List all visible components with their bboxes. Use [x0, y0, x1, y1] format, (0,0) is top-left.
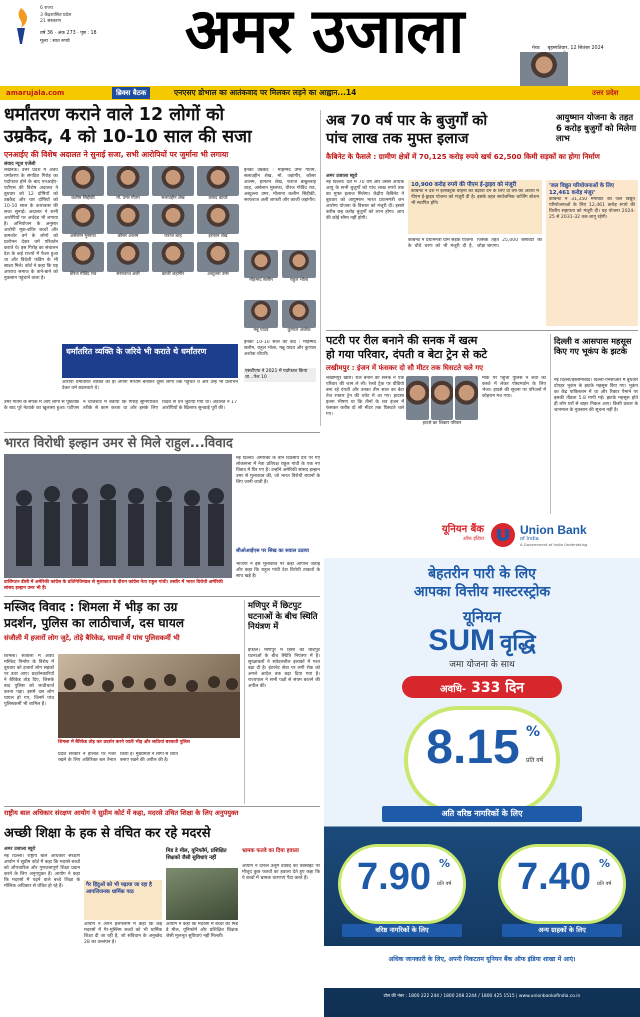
lead-body: लखनऊ। उत्तर प्रदेश में अवैध धर्मांतरण के संगठित गिरोह का पर्दाफाश होने के बाद एनआईए-एटीएस की विशेष अदालत ने बुधवार को 12 दोषियों को उम्रकैद और चार दोषियों को 10-10 साल के कारावास की सजा सुनाई। अदालत ने सभी आरोपियों पर अर्थदंड भी लगाया है। अभियोजन के अनुसार आरोपी मूक-बधिर बच्चों और कमजोर वर्ग के लोगों को प्रलोभन देकर धर्म परिवर्तन कराते थे। इस गिरोह का संचालन देश के कई राज्यों में फैला हुआ था और विदेशी फंडिंग के भी साक्ष्य मिले। कोर्ट ने कहा कि यह अपराध समाज के ताने-बाने को नुकसान पहुंचाने वाला है। — [4, 168, 58, 281]
column-rule — [320, 110, 321, 426]
health-headline[interactable] — [326, 112, 556, 148]
railway-body: लखीमपुर खीरी। रील बनाने की सनक ने एक परिवार की जान ले ली। रेलवे ट्रैक पर वीडियो बना रहे दंपती और उनका तीन साल का बेटा तेज रफ्तार ट्रेन की चपेट में आ गए। हादसा इतना भीषण था कि तीनों के शव इंजन में फंसकर करीब दो सौ मीटर तक घिसटते चले गए। — [326, 376, 404, 417]
accused-name: सलाउद्दीन शेख — [161, 196, 185, 201]
madrasa-col-title: भ्रामक फतवे का दिया हवाला — [242, 848, 299, 854]
brief-text[interactable]: एनएसए डोभाल का आतंकवाद पर मिलकर लड़ने का आह्वान...14 — [174, 88, 357, 97]
tenure-label: अवधि- — [439, 684, 467, 695]
side-ref[interactable]: एसटीएफ ने 2021 में पर्दाफाश किया था...पेज 10 — [244, 368, 316, 382]
date: बृहस्पतिवार, 12 सितंबर 2024 — [547, 46, 604, 51]
site-url[interactable]: amarujala.com — [6, 89, 65, 97]
divider — [4, 596, 320, 597]
delegation-silhouettes-icon — [4, 454, 232, 578]
madrasa-photo — [166, 868, 238, 920]
madrasa-byline: अमर उजाला ब्यूरो — [4, 847, 36, 852]
convict-name: कुणाल अशोक — [287, 328, 311, 333]
accused-photo — [152, 166, 194, 196]
madrasa-photo-title: मिड डे मील, यूनिफॉर्म, प्रशिक्षित शिक्षकों जैसी सुविधाएं नहीं — [166, 848, 227, 861]
edition-reach — [40, 6, 100, 26]
rahul-subhead: सीओआईएस पर सिख का सवाल उठाया — [236, 548, 309, 554]
manipur-body: इंफाल। मणिपुर में हिंसा की छिटपुट घटनाओं के बीच स्थिति नियंत्रण में है। सुरक्षाबलों ने संवेदनशील इलाकों में गश्त बढ़ा दी है। इंटरनेट सेवा पर लगी रोक को अगले आदेश तक बढ़ा दिया गया है। राज्यपाल ने सभी पक्षों से संयम बरतने की अपील की। — [248, 648, 320, 689]
accused-name: धीरज गोविंद राव — [69, 272, 97, 277]
general-rate-per-year: प्रति वर्ष — [597, 881, 612, 887]
accused-name: कौसर आलम — [117, 234, 139, 239]
accused-name: प्रसाद कांवरे — [208, 196, 228, 201]
senior-rate: 7.90 — [357, 856, 431, 898]
torch-logo-icon — [8, 6, 34, 46]
headline-line: हो गया परिवार, दंपती व बेटा ट्रेन से कटे — [326, 348, 488, 361]
senior-rate-pct: % — [439, 857, 451, 870]
headline-line: पटरी पर रील बनाने की सनक में खत्म — [326, 334, 478, 347]
ad-footer-text: अधिक जानकारी के लिए, अपनी निकटतम यूनियन बैंक ऑफ इंडिया शाखा में आएं। — [388, 956, 576, 963]
issue-number: वर्ष 36 · अंक 273 · पृष्ठ : 18 — [40, 31, 97, 36]
main-rate: 8.15 — [426, 721, 520, 774]
masthead — [0, 0, 640, 97]
ten-year-list: इनको 10-10 साल की कैद : मोहम्मद सलीम, राहुल भोला, मन्नू यादव और कुणाल अशोक चौधरी। — [244, 340, 316, 357]
bank-name-hindi-2: ऑफ इंडिया — [462, 536, 484, 542]
accused-name: मो. उमर गौतम — [116, 196, 140, 201]
product-name-1: यूनियन — [463, 608, 501, 626]
senior-rate-per-year: प्रति वर्ष — [437, 881, 452, 887]
divider — [326, 330, 638, 331]
ev-box-text: कैबिनेट ने देश में इलेक्ट्रिक वाहनों को बढ़ावा देने के लिए दो वर्ष की अवधि में पीएम ई-ड्राइव योजना को मंजूरी दी है। इसके तहत सार्वजनिक चार्जिंग स्टेशन भी स्थापित होंगे। — [411, 189, 539, 206]
shimla-body: शिमला। संजौली में अवैध मस्जिद निर्माण के विरोध में बुधवार को हजारों लोग सड़कों पर उतर आए। प्रदर्शनकारियों ने बैरिकेड तोड़ दिए, जिसके बाद पुलिस को लाठीचार्ज करना पड़ा। इसमें दस लोग घायल हो गए, जिनमें पांच पुलिसकर्मी भी शामिल हैं। — [4, 654, 54, 707]
victim-photo — [431, 376, 454, 420]
lead-byline: संवाद न्यूज एजेंसी — [4, 162, 36, 167]
ev-box — [408, 180, 542, 234]
main-rate-label: अति वरिष्ठ नागरिकों के लिए — [382, 806, 582, 822]
column-rule — [244, 600, 245, 804]
headline-line: प्रदर्शन, पुलिस का लाठीचार्ज, दस घायल — [4, 615, 185, 630]
accused-photo — [197, 242, 239, 272]
reach-line: 21 संस्करण — [40, 19, 61, 24]
brief-label: ब्रिक्स बैठक — [112, 87, 150, 99]
scheme-label: जमा योजना के साथ — [449, 660, 515, 670]
price: मूल्य : सात रुपये — [40, 39, 70, 44]
bank-name-english-2: of India — [520, 536, 539, 542]
accused-name: इरफान शेख — [208, 234, 228, 239]
senior-rate-card — [338, 844, 466, 924]
accused-photo — [152, 204, 194, 234]
madrasa-box-text: आयोग ने अपने हलफनामे में कहा कि कई मदरसों में गैर-मुस्लिम बच्चों को भी धार्मिक शिक्षा दी जा रही है, जो संविधान के अनुच्छेद 28 का उल्लंघन है। — [84, 922, 162, 945]
shimla-subhead: संजौली में हजारों लोग जुटे, तोड़े बैरिकेड, घायलों में पांच पुलिसकर्मी भी — [4, 634, 180, 642]
madrasa-col-text: आयोग ने दारुल उलूम देवबंद की वेबसाइट पर मौजूद कुछ फतवों का हवाला देते हुए कहा कि ये बच्चों में भ्रामक धारणाएं पैदा करते हैं। — [242, 864, 320, 881]
convict-name: राहुल भोला — [290, 278, 308, 283]
health-subhead: कैबिनेट के फैसले : ग्रामीण क्षेत्रों में 70,125 करोड़ रुपये खर्च 62,500 किमी सड़कों का होगा निर्माण — [326, 152, 600, 161]
manipur-headline[interactable]: मणिपुर में छिटपुट घटनाओं के बीच स्थिति नियंत्रण में — [248, 600, 318, 632]
shimla-crowd-photo — [58, 654, 240, 738]
accused-photo — [107, 204, 149, 234]
lead-headline[interactable] — [4, 104, 316, 148]
divider — [4, 806, 320, 807]
bank-name-hindi: यूनियन बैंक — [441, 524, 484, 535]
life-term-list: इनको उम्रकैद : मोहम्मद उमर गौतम, सलाउद्दीन शेख, मो. जहांगीर, कौसर आलम, इरफान शेख, फराज बाबुल्लाह शाह, अर्सलान मुस्तफा, धीरज गोविंद राव, अब्दुल्ला उमर, मौलाना कलीम सिद्दीकी, सरफराज अली जाफरी और काजी जहांगीर। — [244, 168, 316, 203]
accused-name: काजी जहांगीर — [161, 272, 185, 277]
headline-line: मस्जिद विवाद : शिमला में भीड़ का उग्र — [4, 600, 178, 614]
railway-side-text: मौके पर पहुंची पुलिस ने शवों को कब्जे में लेकर पोस्टमार्टम के लिए भेजा। हादसे की सूचना पर परिजनों में कोहराम मच गया। — [482, 376, 546, 399]
reach-line: 6 राज्य — [40, 6, 53, 11]
accused-photo — [62, 166, 104, 196]
accused-name: अर्सलान मुस्तफा — [70, 234, 96, 239]
accused-grid — [62, 166, 238, 304]
madrasa-photo-text: आयोग ने कहा कि मदरसों में बच्चों को मिड डे मील, यूनिफॉर्म और प्रशिक्षित शिक्षक जैसी मूलभूत सुविधाएं नहीं मिलतीं। — [166, 922, 238, 939]
bank-logo-english — [520, 524, 620, 547]
ad-line-2: आपका वित्तीय मास्टरस्ट्रोक — [413, 584, 551, 600]
pullquote-box — [62, 344, 238, 378]
general-rate-pct: % — [599, 857, 611, 870]
pullquote-text: आरोपी धर्मांतरित व्यक्ति को ही अपना माध्यम बनाकर दूसरे लोगों तक पहुंचते थे और उन्हें भी प्रलोभन देकर धर्म बदलवाते थे। — [62, 380, 238, 391]
rahul-photo — [4, 454, 232, 578]
accused-name: सरफराज अली — [116, 272, 140, 277]
main-rate-per-year: प्रति वर्ष — [526, 757, 544, 764]
ten-year-grid — [244, 250, 316, 283]
column-rule — [550, 334, 551, 514]
hydro-box-text: कैबिनेट ने 31,350 मेगावाट की जल विद्युत परियोजनाओं के लिए 12,461 करोड़ रुपये की वित्तीय सहायता को मंजूरी दी। यह योजना 2024-25 से 2031-32 तक लागू रहेगी। — [549, 197, 635, 220]
madrasa-body: नई दिल्ली। राष्ट्रीय बाल अधिकार संरक्षण आयोग ने सुप्रीम कोर्ट में कहा कि मदरसे बच्चों को औपचारिक और गुणवत्तापूर्ण शिक्षा प्रदान करने के लिए अनुपयुक्त हैं। आयोग ने कहा कि मदरसों में पढ़ने वाले बच्चे शिक्षा के मौलिक अधिकार से वंचित हो रहे हैं। — [4, 854, 80, 889]
crowd-silhouettes-icon — [58, 654, 240, 738]
union-bank-ad[interactable] — [324, 516, 640, 1017]
headline-line: धर्मांतरण कराने वाले 12 लोगों को — [4, 105, 225, 125]
reach-line: 3 केंद्रशासित प्रदेश — [40, 12, 72, 18]
product-name — [324, 624, 640, 661]
shimla-photo-caption: शिमला में बैरिकेड तोड़ कर प्रदर्शन करने जाती भीड़ और लाठियां बरसाती पुलिस — [58, 740, 190, 745]
accused-photo — [152, 242, 194, 272]
rahul-photo-caption: वाशिंगटन डीसी में अमेरिकी कांग्रेस के प्रतिनिधिमंडल से मुलाकात के दौरान कांग्रेस नेता राहुल गांधी। तस्वीर में भारत विरोधी अमेरिकी सांसद इल्हान उमर भी हैं। — [4, 580, 223, 591]
newspaper-title: अमर उजाला — [184, 0, 464, 67]
tenure-value: 333 दिन — [471, 680, 525, 696]
ev-box-title: 10,900 करोड़ रुपये की पीएम ई-ड्राइव को मंजूरी — [411, 182, 517, 188]
convict-photo — [244, 250, 278, 278]
convict-name: मन्नू यादव — [253, 328, 269, 333]
madrasa-box — [84, 880, 162, 920]
pullquote-title: धर्मांतरित व्यक्ति के जरिये भी कराते थे धर्मांतरण — [66, 347, 207, 356]
ad-contact[interactable]: टोल फ्री नंबर : 1800 222 244 / 1800 208 2244 / 1800 425 1515 | www.unionbankofindia.co.in — [383, 994, 581, 999]
health-byline: अमर उजाला ब्यूरो — [326, 174, 358, 179]
bank-logo — [324, 516, 640, 558]
headline-line: अब 70 वर्ष पार के बुजुर्गों को — [326, 113, 488, 129]
divider — [4, 432, 320, 433]
ten-year-grid-2 — [244, 300, 316, 333]
general-rate-card — [498, 844, 626, 924]
accused-photo — [107, 242, 149, 272]
ad-footer-band — [324, 946, 640, 988]
convict-name: मोहम्मद सलीम — [249, 278, 273, 283]
bank-logo-hindi — [384, 524, 484, 542]
health-col-text: कैबिनेट ने प्रधानमंत्री ग्राम सड़क योजना के चौथे चरण को भी मंजूरी दी है, जिसके तहत 25,000 बसावटों को जोड़ा जाएगा। — [408, 238, 542, 249]
bank-tagline: A Government of India Undertaking — [520, 542, 588, 547]
rahul-body-2: भाजपा ने इस मुलाकात पर कड़ी आपत्ति जताई और कहा कि राहुल गांधी देश विरोधी ताकतों के साथ खड़े हैं। — [236, 562, 320, 579]
product-sum: SUM — [428, 624, 496, 657]
railway-photo-caption: हादसे का शिकार परिवार — [422, 421, 462, 426]
quake-headline[interactable]: दिल्ली व आसपास महसूस किए गए भूकंप के झटके — [554, 336, 632, 357]
general-rate: 7.40 — [517, 856, 591, 898]
hydro-box — [546, 180, 638, 326]
ad-line-1: बेहतरीन पारी के लिए — [428, 566, 536, 582]
accused-photo — [197, 166, 239, 196]
convict-photo — [282, 250, 316, 278]
accused-photo — [62, 242, 104, 272]
railway-photos — [406, 376, 478, 420]
accused-name: फराज शाह — [164, 234, 182, 239]
tenure-pill — [402, 676, 562, 698]
railway-subhead: लखीमपुर : इंजन में फंसकर दो सौ मीटर तक घिसटते चले गए — [326, 364, 484, 372]
accused-name: अब्दुल्ला उमर — [207, 272, 229, 277]
product-vriddhi: वृद्धि — [500, 631, 536, 656]
main-rate-circle — [404, 706, 560, 814]
lead-subhead: एनआईए की विशेष अदालत ने सुनाई सजा, सभी आरोपियों पर जुर्माना भी लगाया — [4, 150, 229, 159]
lead-body-bottom: उमर गौतम के संपर्क में आए लोगों से पूछताछ के बाद पूरे नेटवर्क का खुलासा हुआ। एटीएस ने चार्जशीट में बताया कि गिरोह सुनियोजित तरीके से काम करता था और इसके लिए विदेश से धन जुटाया गया था। अदालत ने 17 आरोपियों के खिलाफ सुनवाई पूरी की। — [4, 400, 237, 411]
shimla-headline[interactable] — [4, 600, 240, 631]
health-body: नई दिल्ली। देश में 70 वर्ष और उससे अधिक आयु के सभी बुजुर्गों को पांच लाख रुपये तक का मुफ्त इलाज मिलेगा। केंद्रीय कैबिनेट ने बुधवार को आयुष्मान भारत प्रधानमंत्री जन आरोग्य योजना के विस्तार को मंजूरी दी। इससे करीब छह करोड़ बुजुर्गों को लाभ होगा। आय की कोई सीमा नहीं होगी। — [326, 180, 404, 221]
accused-photo — [197, 204, 239, 234]
headline-line: पांच लाख तक मुफ्त इलाज — [326, 131, 469, 147]
madrasa-headline[interactable]: अच्छी शिक्षा के हक से वंचित कर रहे मदरसे — [4, 826, 211, 841]
convict-photo — [244, 300, 278, 328]
doval-photo — [520, 52, 568, 86]
accused-name: कलीम सिद्दीकी — [71, 196, 95, 201]
accused-photo — [62, 204, 104, 234]
accused-photo — [107, 166, 149, 196]
madrasa-kicker: राष्ट्रीय बाल अधिकार संरक्षण आयोग ने सुप्रीम कोर्ट में कहा, मदरसे उचित शिक्षा के लिए अनुपयुक्त — [4, 809, 239, 817]
general-rate-label: अन्य ग्राहकों के लिए — [502, 924, 622, 937]
rahul-headline[interactable]: भारत विरोधी इल्हान उमर से मिले राहुल...विवाद — [4, 436, 233, 451]
victim-photo — [406, 376, 429, 420]
hydro-box-title: 'जल विद्युत परियोजनाओं के लिए 12,461 करोड़ मंजूर' — [549, 183, 614, 196]
convict-photo — [282, 300, 316, 328]
city: मेरठ — [532, 46, 540, 51]
rahul-body: नई दिल्ली। अमेरिका के तीन दिवसीय दौरे पर गए लोकसभा में नेता प्रतिपक्ष राहुल गांधी के एक नए विवाद में घिर गए हैं। उन्होंने अमेरिकी सांसद इल्हान उमर से मुलाकात की, जो भारत विरोधी बयानों के लिए जानी जाती हैं। — [236, 456, 320, 485]
shimla-body-2: प्रदेश सरकार ने हालात पर नजर रखने के लिए अतिरिक्त बल तैनात किया है। मुख्यमंत्री ने लोगों से शांति बनाए रखने की अपील की है। — [58, 752, 178, 763]
quake-body: नई दिल्ली/इस्लामाबाद। दिल्ली-एनसीआर में बुधवार दोपहर भूकंप के झटके महसूस किए गए। भूकंप का केंद्र पाकिस्तान में था और रिक्टर पैमाने पर इसकी तीव्रता 5.8 मापी गई। झटके महसूस होते ही लोग घरों से बाहर निकल आए। किसी प्रकार के जानमाल के नुकसान की सूचना नहीं है। — [554, 378, 638, 413]
bank-name-english: Union Bank — [520, 523, 587, 537]
headline-line: उम्रकैद, 4 को 10-10 साल की सजा — [4, 127, 252, 147]
state-label: उत्तर प्रदेश — [592, 89, 619, 97]
union-bank-logo-icon — [490, 522, 516, 548]
madrasa-box-title: गैर हिंदुओं को भी पढ़ाया जा रहा है आपत्तिजनक धार्मिक पाठ — [86, 882, 152, 895]
main-rate-pct: % — [526, 724, 541, 740]
ayushman-headline[interactable]: आयुष्मान योजना के तहत 6 करोड़ बुजुर्गों को मिलेगा लाभ — [556, 112, 637, 143]
senior-rate-label: वरिष्ठ नागरिकों के लिए — [342, 924, 462, 937]
victim-photo — [455, 376, 478, 420]
